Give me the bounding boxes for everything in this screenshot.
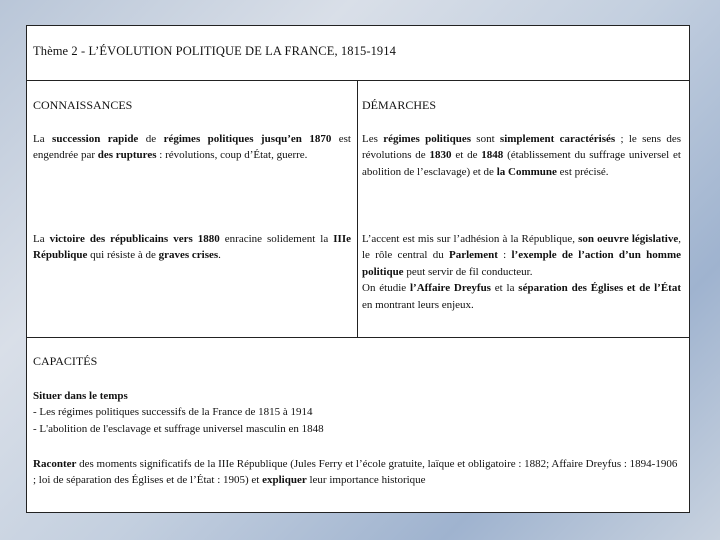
- bold-text-run: Raconter: [33, 458, 77, 470]
- text-run: :: [497, 249, 512, 262]
- text-run: et de: [451, 149, 482, 162]
- column-divider: [357, 80, 358, 337]
- bold-text-run: 1830: [429, 149, 452, 162]
- text-run: .: [218, 249, 221, 262]
- bold-text-run: régimes politiques: [383, 133, 471, 145]
- bold-text-run: 1848: [481, 149, 504, 162]
- capacites-heading: CAPACITÉS: [33, 354, 98, 368]
- divider-title: [27, 80, 689, 81]
- bold-text-run: l’Affaire Dreyfus: [409, 282, 491, 295]
- capacites-raconter: [33, 456, 683, 489]
- bold-text-run: la Commune: [496, 165, 557, 178]
- text-run: est précisé.: [556, 165, 609, 178]
- bold-text-run: l’exemple de l’action d’un homme politique: [362, 249, 681, 278]
- text-run: La: [33, 233, 50, 245]
- bold-text-run: graves crises: [158, 249, 219, 262]
- text-run: (établissement du suffrage universel et abolition de l’esclavage) et de: [362, 149, 681, 178]
- text-run: ; le sens des révolutions de: [362, 133, 681, 162]
- text-run: : révolutions, coup d’État, guerre.: [156, 149, 308, 162]
- text-run: peut servir de fil conducteur.: [403, 265, 533, 278]
- situer-label: Situer dans le temps: [33, 390, 128, 402]
- situer-item-1: - Les régimes politiques successifs de la France de 1815 à 1914: [33, 406, 313, 419]
- text-run: qui résiste à de: [87, 249, 159, 262]
- bold-text-run: succession rapide: [52, 133, 139, 145]
- bold-text-run: IIIe République: [33, 233, 351, 262]
- text-run: et la: [490, 282, 519, 295]
- connaissances-paragraph-1: [33, 131, 351, 164]
- demarches-paragraph-2: [362, 231, 681, 313]
- connaissances-paragraph-2: [33, 231, 351, 264]
- bold-text-run: régimes politiques jusqu’en 1870: [163, 133, 332, 145]
- column-header-demarches: DÉMARCHES: [362, 98, 437, 112]
- bold-text-run: son oeuvre législative: [578, 233, 679, 245]
- situer-item-2: - L'abolition de l'esclavage et suffrage universel masculin en 1848: [33, 422, 324, 435]
- bold-text-run: victoire des républicains vers 1880: [49, 233, 220, 245]
- bold-text-run: Parlement: [449, 249, 498, 262]
- bold-text-run: expliquer: [262, 474, 307, 487]
- text-run: sont: [470, 133, 500, 145]
- divider-capacites: [27, 337, 689, 338]
- text-run: en montrant leurs enjeux.: [362, 298, 474, 311]
- capacites-situer: [33, 388, 324, 437]
- page-title: Thème 2 - L’ÉVOLUTION POLITIQUE DE LA FRANCE, 1815-1914: [33, 44, 396, 58]
- column-header-connaissances: CONNAISSANCES: [33, 98, 133, 112]
- text-run: des moments significatifs de la IIIe République (Jules Ferry et l’école gratuite, laïque et obligatoire : 1882; Affaire Dreyfus : 1894-1906 ; loi de séparation des Églises et de l’État : 1905) et: [33, 458, 678, 487]
- bold-text-run: des ruptures: [97, 149, 157, 162]
- text-run: enracine solidement la: [219, 233, 334, 245]
- bold-text-run: simplement caractérisés: [499, 133, 616, 145]
- text-run: de: [138, 133, 164, 145]
- bold-text-run: séparation des Églises et de l’État: [518, 282, 681, 295]
- programme-sheet: [26, 25, 690, 513]
- text-run: L’accent est mis sur l’adhésion à la République,: [362, 233, 579, 245]
- text-run: La: [33, 133, 53, 145]
- text-run: , le rôle central du: [362, 233, 682, 262]
- text-run: Les: [362, 133, 384, 145]
- text-run: On étudie: [362, 282, 410, 295]
- demarches-paragraph-1: [362, 131, 681, 180]
- text-run: est engendrée par: [33, 133, 351, 162]
- text-run: leur importance historique: [306, 474, 426, 487]
